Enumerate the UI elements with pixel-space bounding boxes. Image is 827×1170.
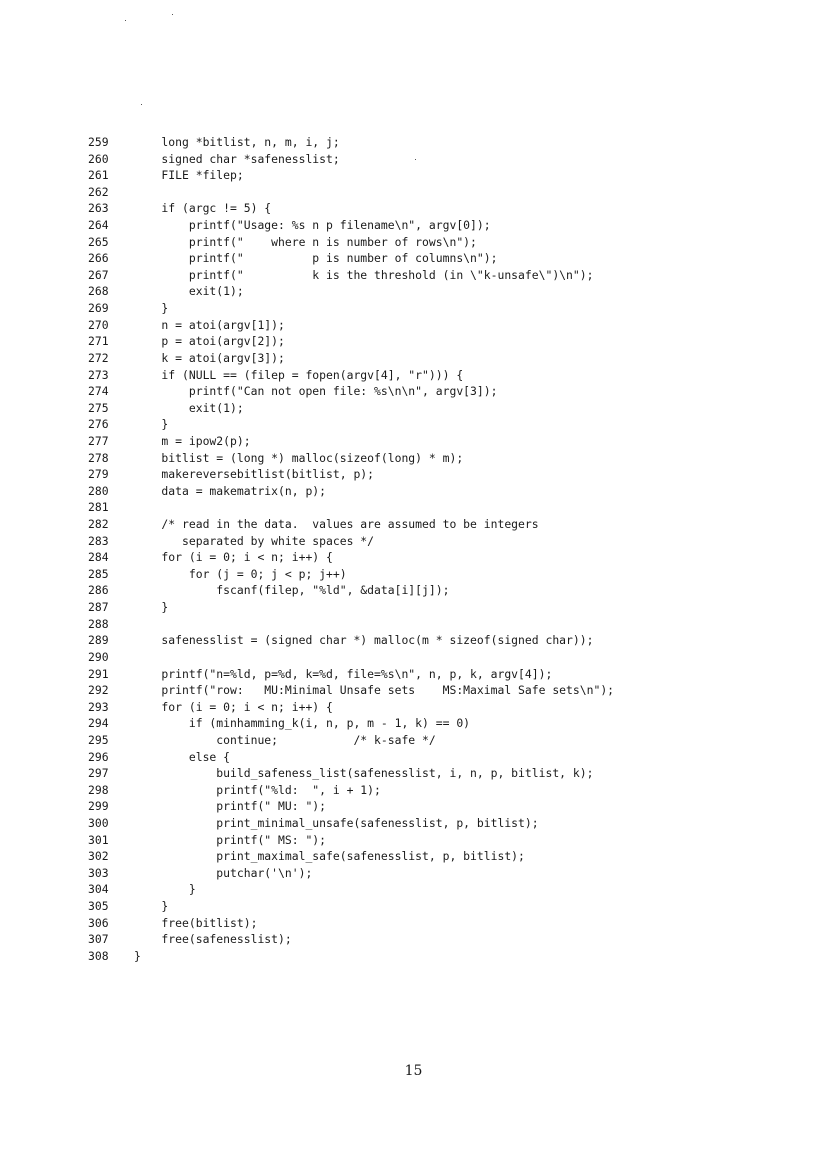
line-number: 308: [88, 948, 109, 963]
line-number: 293: [88, 699, 109, 714]
line-number: 296: [88, 749, 109, 764]
line-number: 299: [88, 799, 109, 814]
line-number: 295: [88, 732, 109, 747]
code-text: }: [134, 882, 196, 897]
scan-speck: [125, 20, 126, 21]
line-number: 273: [88, 367, 109, 382]
line-number: 279: [88, 467, 109, 482]
line-number: 305: [88, 899, 109, 914]
line-number: 259: [88, 135, 109, 149]
code-text: if (NULL == (filep = fopen(argv[4], "r"))) {: [134, 367, 464, 382]
code-text: p = atoi(argv[2]);: [134, 334, 285, 349]
line-number: 292: [88, 683, 109, 698]
line-number: 283: [88, 533, 109, 548]
code-text: continue; /* k-safe */: [134, 732, 436, 747]
code-text: }: [134, 899, 169, 914]
code-text: free(bitlist);: [134, 915, 258, 930]
code-text: for (i = 0; i < n; i++) {: [134, 550, 333, 565]
code-text: printf(" p is number of columns\n");: [134, 251, 498, 266]
line-number: 288: [88, 616, 109, 631]
line-number: 280: [88, 483, 109, 498]
line-number: 278: [88, 450, 109, 465]
line-number: 268: [88, 284, 109, 299]
scan-speck: [415, 159, 416, 160]
line-number: 272: [88, 350, 109, 365]
line-number: 301: [88, 832, 109, 847]
line-number: 281: [88, 500, 109, 515]
line-number: 304: [88, 882, 109, 897]
code-text: bitlist = (long *) malloc(sizeof(long) * m);: [134, 450, 464, 465]
code-text: free(safenesslist);: [134, 932, 292, 947]
line-number: 303: [88, 865, 109, 880]
scan-speck: [141, 104, 142, 105]
line-number: 271: [88, 334, 109, 349]
code-text: signed char *safenesslist;: [134, 151, 340, 166]
code-text: printf("%ld: ", i + 1);: [134, 782, 381, 797]
code-text: for (j = 0; j < p; j++): [134, 566, 347, 581]
code-text: printf("Usage: %s n p filename\n", argv[0]);: [134, 218, 491, 233]
code-text: separated by white spaces */: [134, 533, 375, 548]
line-number: 260: [88, 151, 109, 166]
line-number: 297: [88, 766, 109, 781]
code-text: printf("n=%ld, p=%d, k=%d, file=%s\n", n, p, k, argv[4]);: [134, 666, 553, 681]
code-text: if (minhamming_k(i, n, p, m - 1, k) == 0): [134, 716, 471, 731]
line-number: 302: [88, 849, 109, 864]
line-number: 269: [88, 301, 109, 316]
code-text: }: [134, 417, 169, 432]
code-text: m = ipow2(p);: [134, 433, 251, 448]
page-number: 15: [404, 1063, 423, 1079]
code-text: makereversebitlist(bitlist, p);: [134, 467, 375, 482]
code-text: data = makematrix(n, p);: [134, 483, 327, 498]
code-text: exit(1);: [134, 284, 244, 299]
line-number: 267: [88, 267, 109, 282]
line-number: 287: [88, 600, 109, 615]
code-text: }: [134, 600, 169, 615]
code-text: /* read in the data. values are assumed to be integers: [134, 517, 539, 532]
line-number: 284: [88, 550, 109, 565]
line-number: 282: [88, 517, 109, 532]
line-number: 294: [88, 716, 109, 731]
line-number: 266: [88, 251, 109, 266]
line-number: 275: [88, 400, 109, 415]
scan-speck: [172, 14, 173, 15]
line-number: 306: [88, 915, 109, 930]
line-number: 277: [88, 433, 109, 448]
line-number: 274: [88, 384, 109, 399]
code-text: putchar('\n');: [134, 865, 313, 880]
code-text: }: [134, 948, 141, 963]
code-text: printf(" where n is number of rows\n");: [134, 234, 477, 249]
line-number: 300: [88, 815, 109, 830]
line-number: 263: [88, 201, 109, 216]
line-number: 291: [88, 666, 109, 681]
code-text: printf("row: MU:Minimal Unsafe sets MS:Maximal Safe sets\n");: [134, 683, 615, 698]
code-text: fscanf(filep, "%ld", &data[i][j]);: [134, 583, 450, 598]
line-number: 298: [88, 782, 109, 797]
code-text: print_minimal_unsafe(safenesslist, p, bitlist);: [134, 815, 539, 830]
line-number: 270: [88, 317, 109, 332]
code-text: safenesslist = (signed char *) malloc(m * sizeof(signed char));: [134, 633, 594, 648]
line-number: 276: [88, 417, 109, 432]
code-text: }: [134, 301, 169, 316]
code-text: printf(" MU: ");: [134, 799, 327, 814]
line-number: 261: [88, 168, 109, 183]
line-number: 265: [88, 234, 109, 249]
code-text: printf(" k is the threshold (in \"k-unsafe\")\n");: [134, 267, 594, 282]
line-number: 285: [88, 566, 109, 581]
code-text: if (argc != 5) {: [134, 201, 272, 216]
code-text: n = atoi(argv[1]);: [134, 317, 285, 332]
code-text: build_safeness_list(safenesslist, i, n, p, bitlist, k);: [134, 766, 594, 781]
code-text: exit(1);: [134, 400, 244, 415]
line-number: 289: [88, 633, 109, 648]
line-number: 264: [88, 218, 109, 233]
line-number: 307: [88, 932, 109, 947]
code-text: for (i = 0; i < n; i++) {: [134, 699, 333, 714]
code-text: printf(" MS: ");: [134, 832, 327, 847]
line-number: 262: [88, 184, 109, 199]
code-text: k = atoi(argv[3]);: [134, 350, 285, 365]
code-text: FILE *filep;: [134, 168, 244, 183]
code-text: else {: [134, 749, 231, 764]
code-text: long *bitlist, n, m, i, j;: [134, 135, 340, 149]
code-text: print_maximal_safe(safenesslist, p, bitlist);: [134, 849, 525, 864]
line-number: 286: [88, 583, 109, 598]
code-text: printf("Can not open file: %s\n\n", argv[3]);: [134, 384, 498, 399]
line-number: 290: [88, 649, 109, 664]
